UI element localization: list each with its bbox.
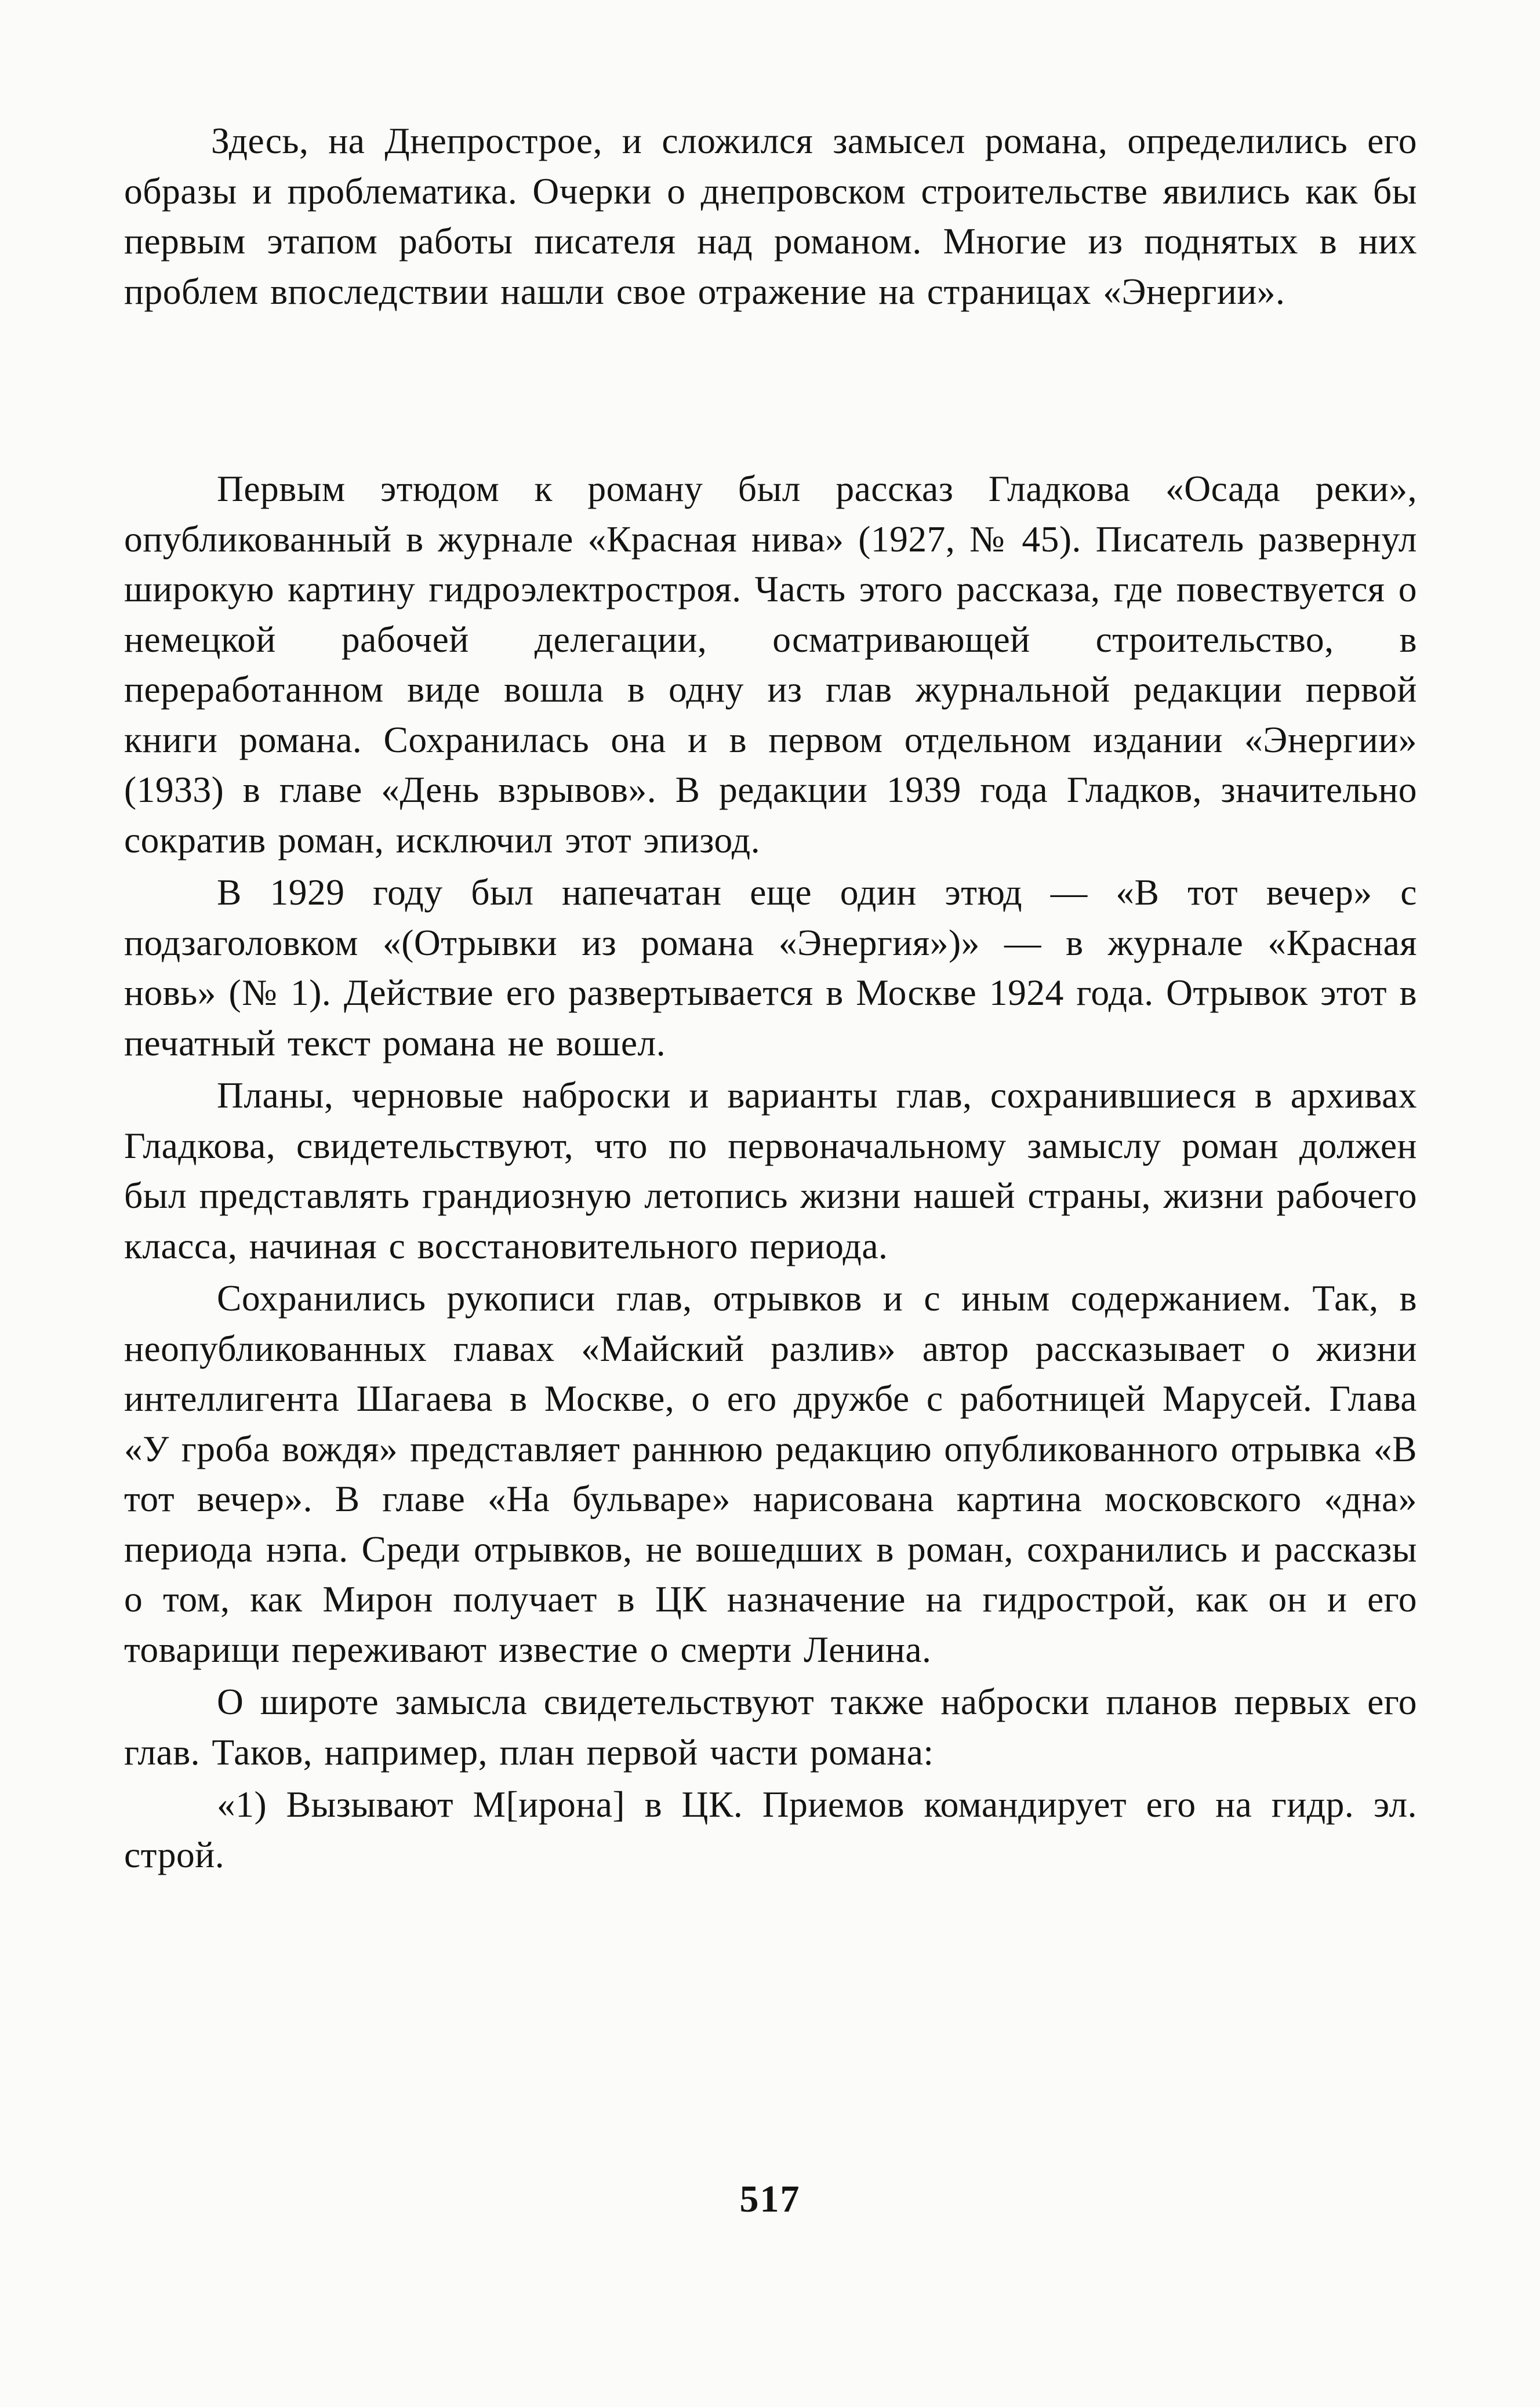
paragraph: О широте замысла свидетельствуют также наброски планов первых его глав. Таков, например, план первой части романа: [124,1681,1417,1773]
paragraph: Первым этюдом к роману был рассказ Гладкова «Осада реки», опубликованный в журнале «Красная нива» (1927, № 45). Писатель развернул широкую картину гидроэлектростроя. Часть этого рассказа, где повествуется о немецкой рабочей делегации, осматривающей строительство, в переработанном виде вошла в одну из глав журнальной редакции первой книги романа. Сохранилась она и в первом отдельном издании «Энергии» (1933) в главе «День взрывов». В редакции 1939 года Гладков, значительно сократив роман, исключил этот эпизод. [124,468,1417,861]
main-section [124,464,1417,1882]
intro-section [124,116,1417,319]
page-number: 517 [739,2178,801,2220]
paragraph: В 1929 году был напечатан еще один этюд — «В тот вечер» с подзаголовком «(Отрывки из романа «Энергия»)» — в журнале «Красная новь» (№ 1). Действие его развертывается в Москве 1924 года. Отрывок этот в печатный текст романа не вошел. [124,872,1417,1063]
paragraph: Здесь, на Днепрострое, и сложился замысел романа, определились его образы и проблематика. Очерки о днепровском строительстве явились как бы первым этапом работы писателя над романом. Многие из поднятых в них проблем впоследствии нашли свое отражение на страницах «Энергии». [124,120,1417,312]
paragraph: «1) Вызывают М[ирона] в ЦК. Приемов командирует его на гидр. эл. строй. [124,1784,1417,1875]
paragraph: Планы, черновые наброски и варианты глав, сохранившиеся в архивах Гладкова, свидетельствуют, что по первоначальному замыслу роман должен был представлять грандиозную летопись жизни нашей страны, жизни рабочего класса, начиная с восстановительного периода. [124,1074,1417,1266]
paragraph: Сохранились рукописи глав, отрывков и с иным содержанием. Так, в неопубликованных главах «Майский разлив» автор рассказывает о жизни интеллигента Шагаева в Москве, о его дружбе с работницей Марусей. Глава «У гроба вождя» представляет раннюю редакцию опубликованного отрывка «В тот вечер». В главе «На бульваре» нарисована картина московского «дна» периода нэпа. Среди отрывков, не вошедших в роман, сохранились и рассказы о том, как Мирон получает в ЦК назначение на гидрострой, как он и его товарищи переживают известие о смерти Ленина. [124,1277,1417,1670]
